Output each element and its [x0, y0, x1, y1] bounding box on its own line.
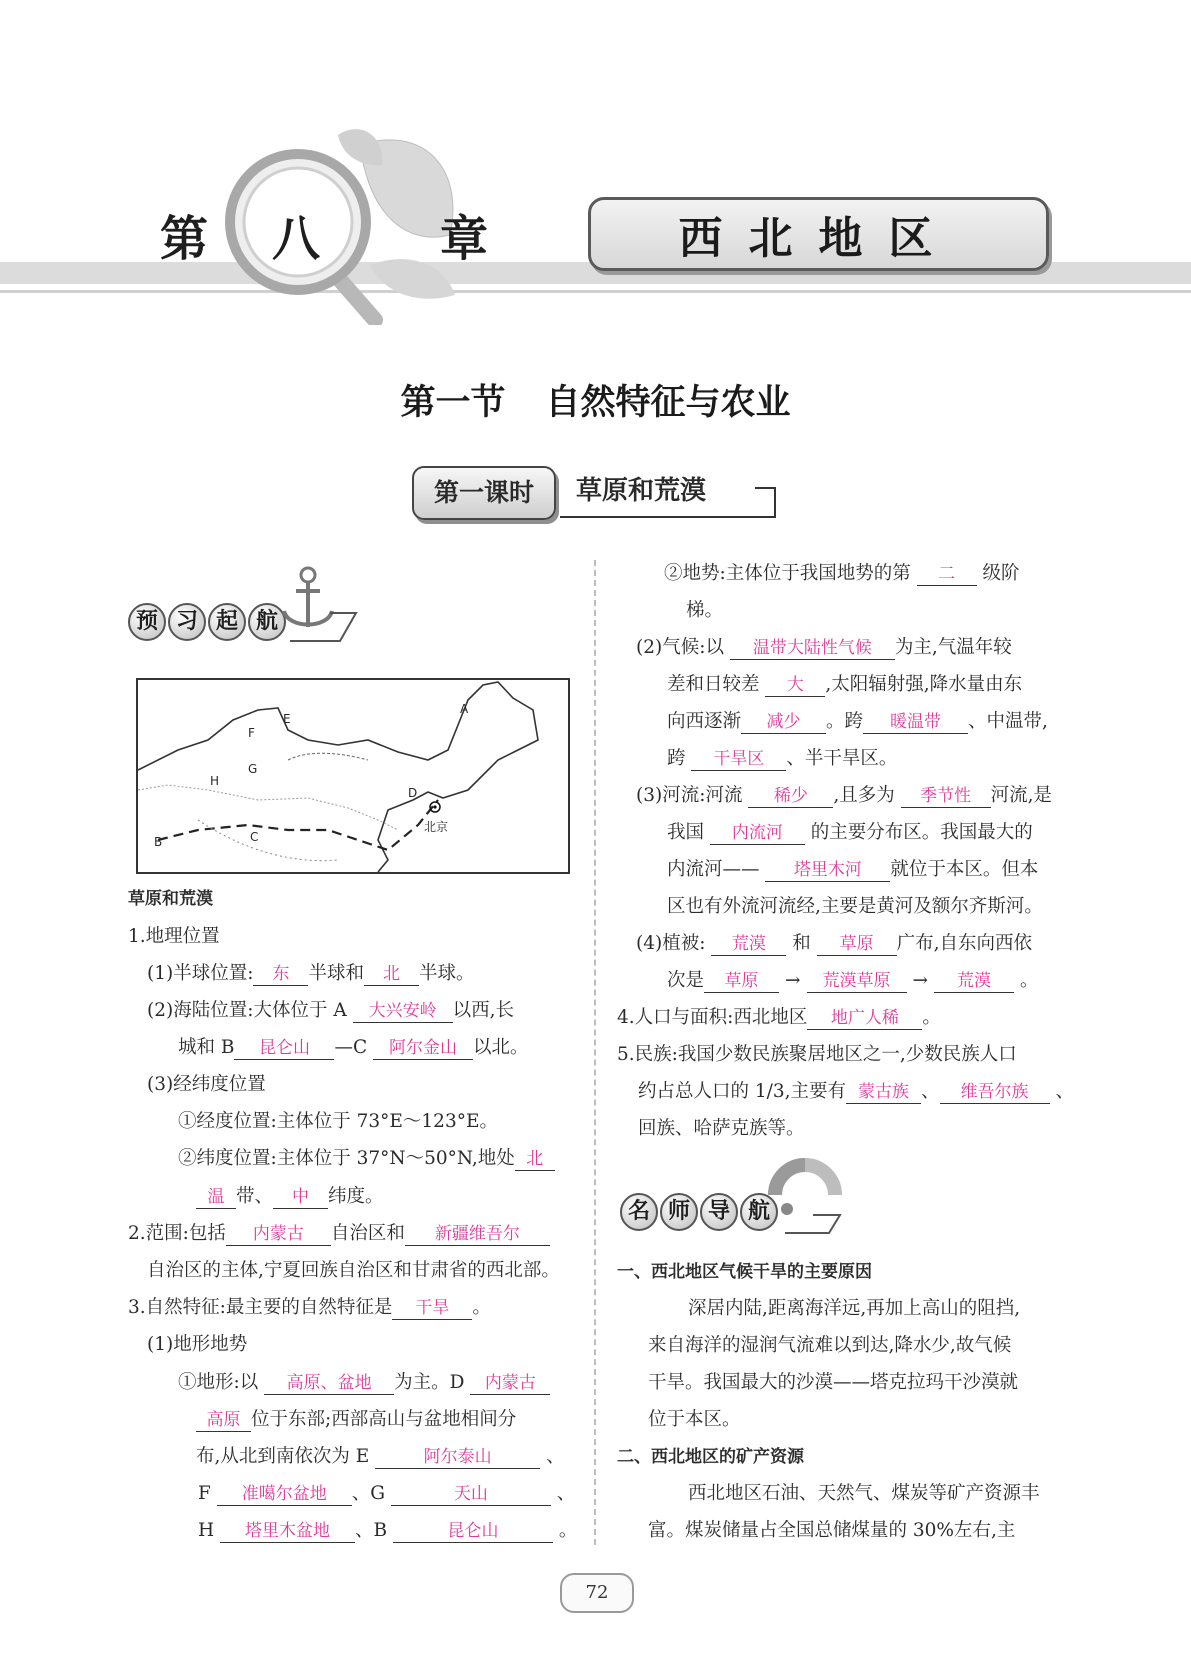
guide-1-p1: 深居内陆,距离海洋远,再加上高山的阻挡, — [688, 1298, 1021, 1319]
lesson-label: 第一课时 — [433, 478, 534, 507]
guide-1-p2: 来自海洋的湿润气流难以到达,降水少,故气候 — [648, 1335, 1012, 1356]
item-1-2-cont: 城和 B 昆仑山 —C 阿尔金山 以北。 — [178, 1037, 529, 1058]
chapter-suffix: 章 — [440, 211, 489, 267]
item-3-1-2-cont: 梯。 — [686, 600, 724, 621]
gauge-icon — [765, 1155, 845, 1235]
item-3-4: (4)植被: 荒漠 和 草原 广布,自东向西依 — [636, 933, 1033, 954]
answer-blank: 季节性 — [901, 785, 991, 808]
badge-char: 起 — [208, 603, 246, 641]
item-1-1: (1)半球位置: 东 半球和 北 半球。 — [147, 963, 475, 984]
item-5-cont: 约占总人口的 1/3,主要有 蒙古族 、 维吾尔族 、 — [638, 1081, 1074, 1102]
item-3-1-1-cont3: F 准噶尔盆地 、G 天山 、 — [198, 1483, 576, 1504]
item-4: 4.人口与面积:西北地区 地广人稀 。 — [617, 1007, 941, 1028]
answer-blank: 昆仑山 — [393, 1520, 553, 1543]
answer-blank: 高原 — [196, 1409, 251, 1432]
answer-blank: 二 — [917, 563, 977, 586]
answer-blank: 塔里木盆地 — [220, 1520, 355, 1543]
badge-char: 导 — [700, 1193, 738, 1231]
map-label-a: A — [460, 702, 469, 716]
badge-char: 名 — [620, 1193, 658, 1231]
answer-blank: 减少 — [741, 711, 826, 734]
answer-blank: 温带大陆性气候 — [730, 637, 895, 660]
chapter-number: 八 — [272, 211, 321, 267]
section-name: 自然特征与农业 — [545, 383, 791, 423]
map-label-g: G — [248, 762, 258, 776]
answer-blank: 荒漠 — [711, 933, 786, 956]
answer-blank: 维吾尔族 — [940, 1081, 1050, 1104]
answer-blank: 阿尔金山 — [373, 1037, 473, 1060]
answer-blank: 暖温带 — [863, 711, 968, 734]
map-label-e: E — [283, 712, 291, 726]
item-3-1: (1)地形地势 — [147, 1334, 248, 1355]
guide-2-title: 二、西北地区的矿产资源 — [617, 1447, 804, 1467]
map-label-f: F — [248, 726, 255, 740]
answer-blank: 内流河 — [710, 822, 805, 845]
item-3-3: (3)河流:河流 稀少 ,且多为 季节性 河流,是 — [636, 785, 1053, 806]
answer-blank: 蒙古族 — [846, 1081, 921, 1104]
badge-char: 航 — [248, 603, 286, 641]
answer-blank: 荒漠 — [934, 970, 1014, 993]
section-number: 第一节 — [400, 383, 506, 423]
item-3-2-cont3: 跨 干旱区 、半干旱区。 — [667, 748, 898, 769]
item-3-1-1-cont4: H 塔里木盆地 、B 昆仑山 。 — [198, 1520, 578, 1541]
page-number: 72 — [560, 1573, 634, 1613]
item-1-2: (2)海陆位置:大体位于 A 大兴安岭 以西,长 — [147, 1000, 514, 1021]
guide-1-p4: 位于本区。 — [648, 1409, 741, 1430]
answer-blank: 内蒙古 — [226, 1223, 331, 1246]
map-label-d: D — [408, 786, 418, 800]
answer-blank: 稀少 — [748, 785, 833, 808]
answer-blank: 内蒙古 — [470, 1372, 550, 1395]
item-3-1-2: ②地势:主体位于我国地势的第 二 级阶 — [664, 563, 1020, 584]
item-3-1-1: ①地形:以 高原、盆地 为主。D 内蒙古 — [178, 1370, 550, 1396]
item-3-2-cont2: 向西逐渐 减少 。跨 暖温带 、中温带, — [667, 711, 1048, 732]
map-label-b: B — [154, 835, 163, 849]
item-3-3-cont3: 区也有外流河流经,主要是黄河及额尔齐斯河。 — [667, 896, 1043, 917]
item-1-3: (3)经纬度位置 — [147, 1074, 266, 1095]
chapter-prefix: 第 — [160, 211, 209, 267]
guide-badge — [620, 1193, 778, 1231]
item-1-3-2-cont: 温 带、 中 纬度。 — [196, 1184, 384, 1210]
guide-1-title: 一、西北地区气候干旱的主要原因 — [617, 1262, 872, 1282]
anchor-icon — [270, 565, 360, 645]
guide-2-p1: 西北地区石油、天然气、煤炭等矿产资源丰 — [688, 1483, 1040, 1504]
item-2: 2.范围:包括 内蒙古 自治区和 新疆维吾尔 — [128, 1221, 550, 1247]
answer-blank: 草原 — [704, 970, 779, 993]
answer-blank: 大兴安岭 — [353, 1000, 453, 1023]
item-3-2-cont: 差和日较差 大 ,太阳辐射强,降水量由东 — [667, 674, 1023, 695]
left-heading: 草原和荒漠 — [128, 889, 213, 909]
lesson-title: 草原和荒漠 — [576, 476, 707, 506]
answer-blank: 干旱区 — [691, 748, 786, 771]
answer-blank: 新疆维吾尔 — [405, 1223, 550, 1246]
answer-blank: 大 — [765, 674, 825, 697]
header-line — [0, 290, 1191, 293]
column-divider — [594, 560, 596, 1545]
item-3-3-cont2: 内流河—— 塔里木河 就位于本区。但本 — [667, 859, 1039, 880]
answer-blank: 草原 — [817, 933, 897, 956]
chapter-title: 西北地区 — [678, 213, 959, 264]
answer-blank: 高原、盆地 — [264, 1372, 394, 1395]
guide-1-p3: 干旱。我国最大的沙漠——塔克拉玛干沙漠就 — [648, 1372, 1019, 1393]
item-3-2: (2)气候:以 温带大陆性气候 为主,气温年较 — [636, 637, 1012, 658]
preview-badge — [128, 603, 286, 641]
item-3-1-1-cont: 高原 位于东部;西部高山与盆地相间分 — [196, 1407, 516, 1433]
answer-blank: 阿尔泰山 — [375, 1446, 540, 1469]
item-5: 5.民族:我国少数民族聚居地区之一,少数民族人口 — [617, 1044, 1017, 1065]
item-1-3-2: ②纬度位置:主体位于 37°N～50°N,地处 北 — [178, 1146, 555, 1172]
section-title — [0, 375, 1191, 425]
item-3: 3.自然特征:最主要的自然特征是 干旱 。 — [128, 1297, 491, 1318]
map-label-h: H — [210, 774, 220, 788]
lesson-underline-icon — [560, 480, 780, 520]
northwest-map — [136, 678, 570, 874]
answer-blank: 温 — [196, 1186, 236, 1209]
item-2-cont: 自治区的主体,宁夏回族自治区和甘肃省的西北部。 — [147, 1260, 560, 1281]
map-city-beijing: 北京 — [424, 820, 449, 834]
item-1-3-1: ①经度位置:主体位于 73°E～123°E。 — [178, 1111, 498, 1132]
item-3-4-cont: 次是 草原 → 荒漠草原 → 荒漠 。 — [667, 970, 1039, 991]
badge-char: 预 — [128, 603, 166, 641]
badge-char: 师 — [660, 1193, 698, 1231]
guide-2-p2: 富。煤炭储量占全国总储煤量的 30%左右,主 — [648, 1520, 1016, 1541]
answer-blank: 昆仑山 — [234, 1037, 334, 1060]
item-5-cont2: 回族、哈萨克族等。 — [638, 1118, 805, 1139]
answer-blank: 塔里木河 — [765, 859, 890, 882]
map-label-c: C — [250, 830, 259, 844]
answer-blank: 天山 — [391, 1483, 551, 1506]
item-3-3-cont: 我国 内流河 的主要分布区。我国最大的 — [667, 822, 1033, 843]
answer-blank: 中 — [273, 1186, 328, 1209]
answer-blank: 荒漠草原 — [807, 970, 907, 993]
answer-blank: 地广人稀 — [807, 1007, 922, 1030]
answer-blank: 北 — [515, 1148, 555, 1171]
answer-blank: 北 — [364, 963, 419, 986]
item-1: 1.地理位置 — [128, 926, 220, 947]
answer-blank: 东 — [253, 963, 308, 986]
map-drawing — [138, 680, 568, 872]
badge-char: 习 — [168, 603, 206, 641]
answer-blank: 准噶尔盆地 — [217, 1483, 352, 1506]
answer-blank: 干旱 — [392, 1297, 472, 1320]
badge-char: 航 — [740, 1193, 778, 1231]
item-3-1-1-cont2: 布,从北到南依次为 E 阿尔泰山 、 — [196, 1446, 565, 1467]
